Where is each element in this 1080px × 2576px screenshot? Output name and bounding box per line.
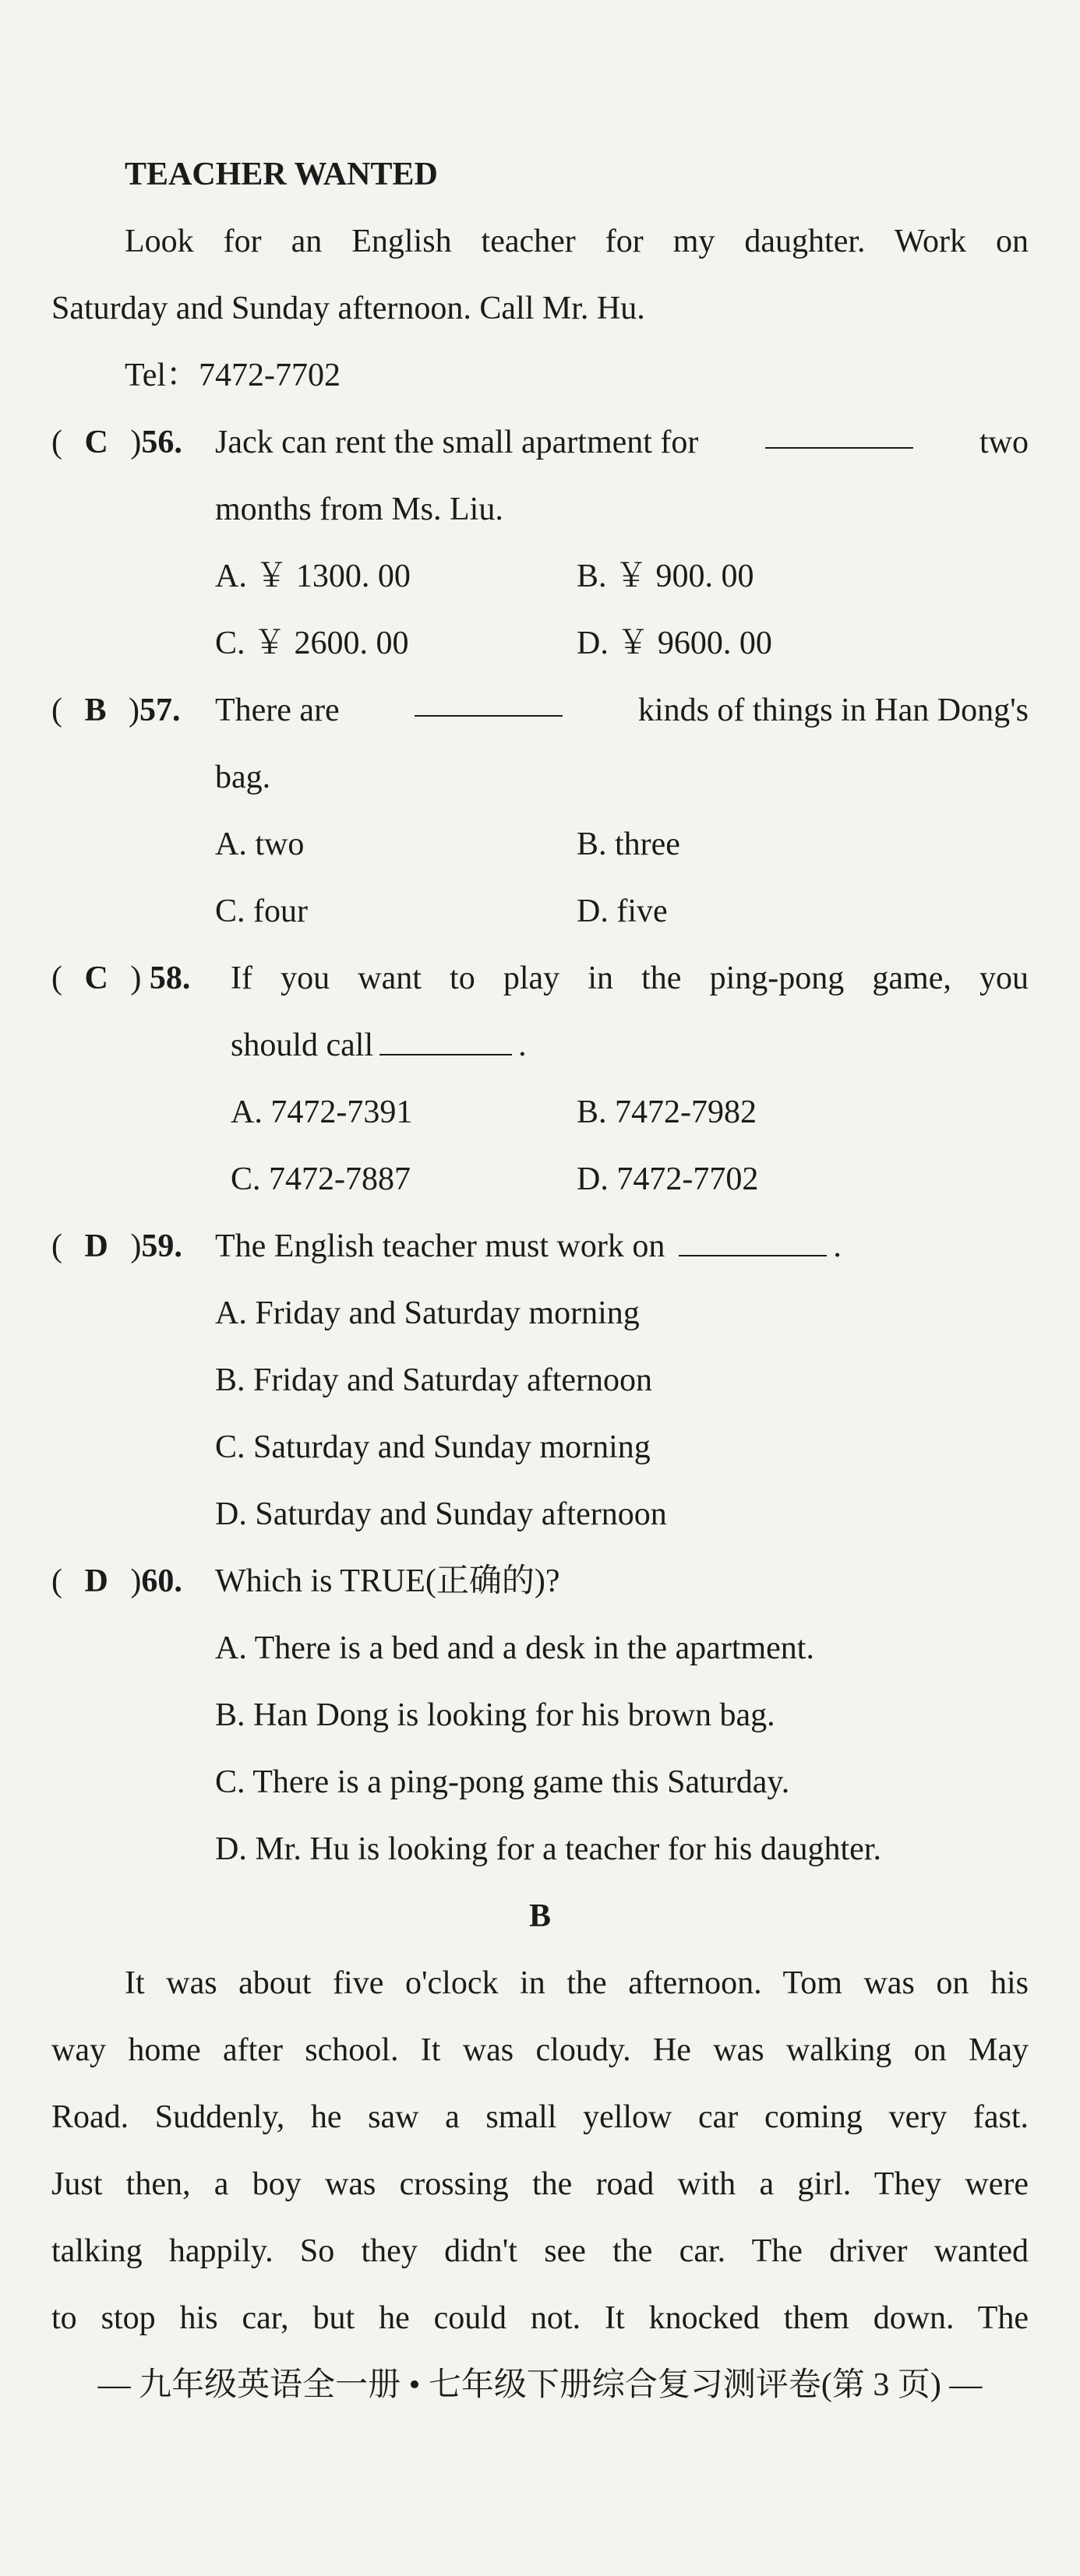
question-56-stem-line-2: months from Ms. Liu. [215,492,503,527]
option-57-b: B. three [577,826,680,862]
question-number-60: 60. [141,1563,182,1599]
option-59-c: C. Saturday and Sunday morning [215,1429,651,1465]
question-58-label [51,957,190,1000]
question-58-stem-line-1: If you want to play in the ping-pong game, you [231,960,1029,996]
stem-text: There are [215,692,340,728]
paren-open: ( [51,960,62,996]
option-60-c: C. There is a ping-pong game this Saturday. [215,1764,790,1800]
option-60-a: A. There is a bed and a desk in the apartment. [215,1630,814,1666]
paren-open: ( [51,1228,62,1264]
option-56-d: D. ￥ 9600. 00 [577,625,772,661]
question-59-label [51,1225,182,1268]
page-footer: — 九年级英语全一册 • 七年级下册综合复习测评卷(第 3 页) — [97,2367,983,2403]
paren-open: ( [51,425,62,460]
question-59-stem [215,1225,842,1268]
option-58-b: B. 7472-7982 [577,1094,757,1130]
paren-open: ( [51,692,62,728]
passage-line-2: way home after school. It was cloudy. He was walking on May [51,2032,1029,2068]
question-60-stem: Which is TRUE(正确的)? [215,1563,560,1599]
option-57-c: C. four [215,893,308,929]
paren-close: ) [130,960,142,996]
paren-close: ) [130,1563,142,1599]
option-57-a: A. two [215,826,305,862]
question-57-label [51,689,181,732]
option-60-b: B. Han Dong is looking for his brown bag. [215,1697,775,1733]
answer-56: C [84,425,108,460]
stem-text: Jack can rent the small apartment for [215,425,699,460]
option-58-c: C. 7472-7887 [231,1161,411,1197]
option-56-c: C. ￥ 2600. 00 [215,625,409,661]
answer-58: C [84,960,108,996]
stem-text: The English teacher must work on [215,1228,665,1264]
ad-body-line-1: Look for an English teacher for my daughter. Work on [125,224,1029,259]
answer-blank [379,1027,512,1055]
paren-close: ) [130,425,142,460]
question-number-59: 59. [141,1228,182,1264]
option-59-d: D. Saturday and Sunday afternoon [215,1496,667,1532]
answer-blank [679,1228,827,1256]
option-57-d: D. five [577,893,668,929]
question-58-stem-line-2 [231,1024,527,1067]
option-56-a: A. ￥ 1300. 00 [215,559,411,594]
passage-line-3: Road. Suddenly, he saw a small yellow car coming very fast. [51,2099,1029,2135]
stem-text: should call [231,1027,374,1063]
option-58-d: D. 7472-7702 [577,1161,759,1197]
stem-text: kinds of things in Han Dong's [637,692,1029,728]
passage-line-4: Just then, a boy was crossing the road with a girl. They were [51,2166,1029,2202]
option-56-b: B. ￥ 900. 00 [577,559,754,594]
question-number-57: 57. [139,692,181,728]
option-58-a: A. 7472-7391 [231,1094,413,1130]
question-56-stem-line-1 [215,421,1029,464]
answer-57: B [84,692,107,728]
section-b-title: B [528,1898,551,1934]
ad-body-line-2: Saturday and Sunday afternoon. Call Mr. Hu. [51,291,645,326]
option-59-b: B. Friday and Saturday afternoon [215,1362,653,1398]
answer-60: D [84,1563,108,1599]
passage-line-6: to stop his car, but he could not. It knocked them down. The [51,2300,1029,2336]
ad-tel: Tel：7472-7702 [125,358,341,393]
ad-heading: TEACHER WANTED [125,157,438,192]
answer-59: D [84,1228,108,1264]
passage-line-5: talking happily. So they didn't see the car. The driver wanted [51,2233,1029,2269]
stem-text: . [518,1027,527,1063]
answer-blank [765,421,913,449]
option-60-d: D. Mr. Hu is looking for a teacher for his daughter. [215,1831,881,1867]
stem-text: . [833,1228,842,1264]
question-60-label [51,1559,182,1603]
question-number-58: 58. [149,960,191,996]
answer-blank [415,689,563,717]
question-number-56: 56. [141,425,182,460]
paren-close: ) [129,692,140,728]
stem-text: two [979,425,1029,460]
question-57-stem-line-2: bag. [215,759,271,795]
passage-line-1: It was about five o'clock in the afternoon. Tom was on his [125,1965,1029,2001]
paren-open: ( [51,1563,62,1599]
question-56-label [51,421,182,464]
paren-close: ) [130,1228,142,1264]
question-57-stem-line-1 [215,689,1029,732]
option-59-a: A. Friday and Saturday morning [215,1295,640,1331]
